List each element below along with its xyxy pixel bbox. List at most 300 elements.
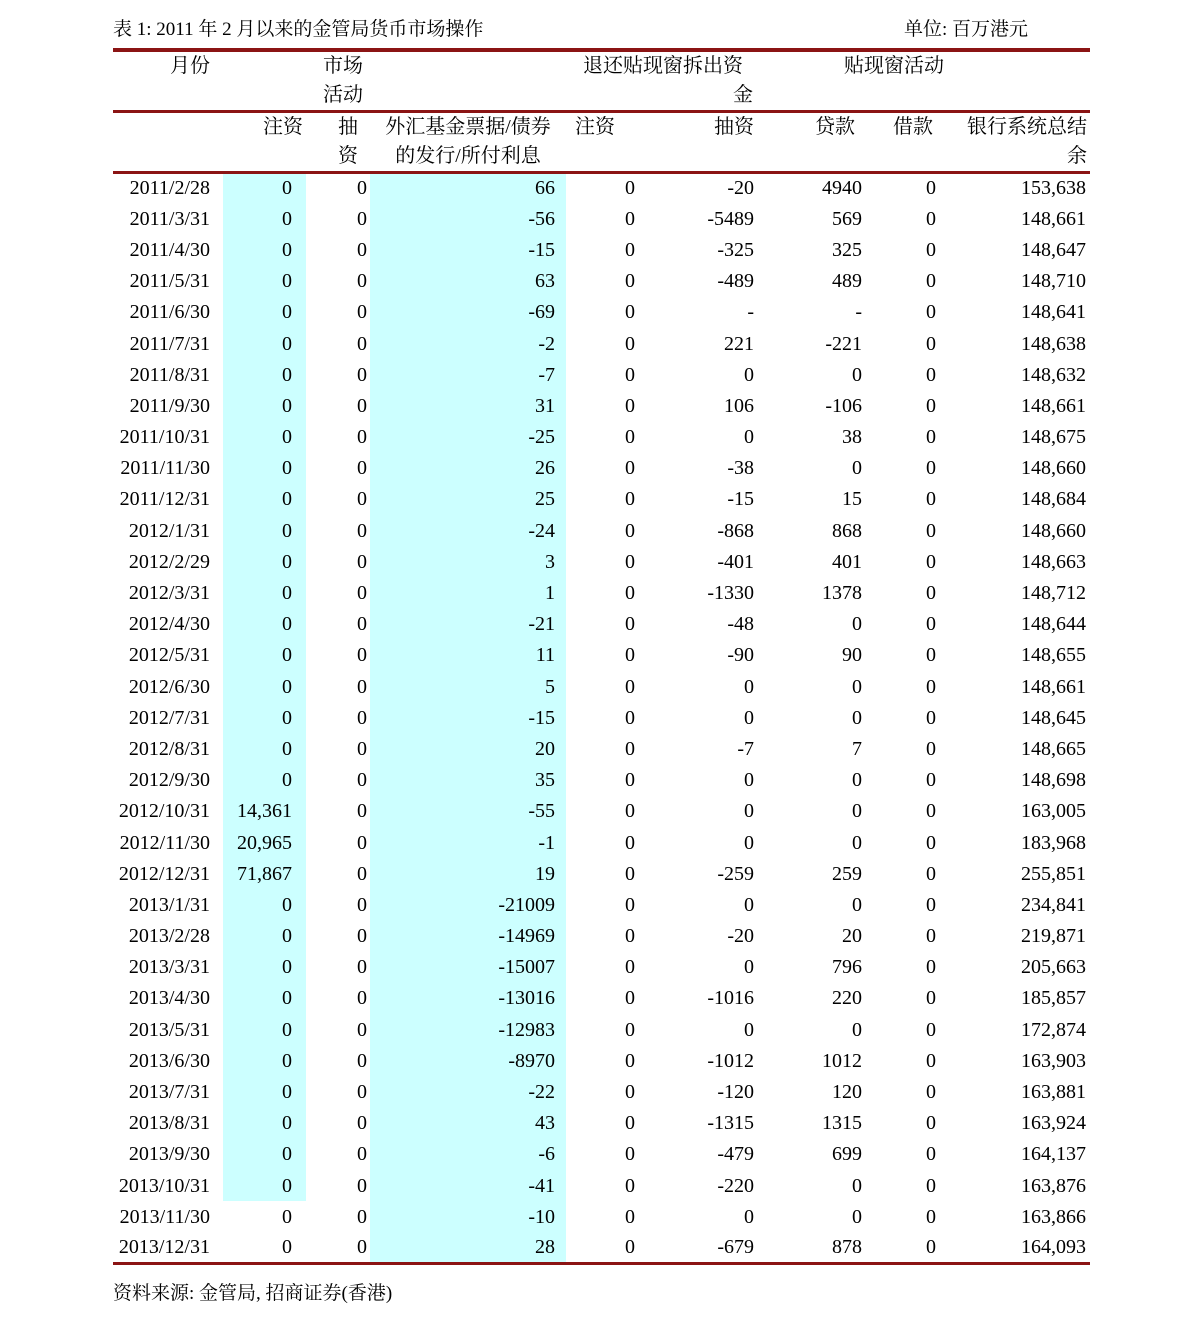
table-row (113, 172, 1090, 203)
date-cell: 2011/11/30 (120, 457, 210, 480)
empty-cell (945, 50, 1090, 81)
value-cell: 0 (852, 893, 862, 916)
group-header-row-1 (113, 50, 1090, 81)
table-row (113, 1076, 1090, 1107)
table-row (113, 765, 1090, 796)
value-cell: -489 (717, 270, 754, 293)
hkma-operations-table (113, 48, 1090, 1265)
value-cell: 0 (926, 1236, 936, 1259)
value-cell: 0 (223, 609, 306, 640)
value-cell: 0 (625, 1143, 635, 1166)
table-row (113, 1170, 1090, 1201)
value-cell: 0 (357, 644, 367, 667)
value-cell: 0 (357, 956, 367, 979)
value-cell: 0 (223, 328, 306, 359)
value-cell: -10 (370, 1201, 566, 1232)
value-cell: -48 (727, 613, 754, 636)
date-cell: 2011/10/31 (119, 426, 210, 449)
value-cell: 0 (223, 1139, 306, 1170)
date-cell: 2011/4/30 (129, 238, 210, 261)
value-cell: 148,638 (1021, 332, 1086, 355)
source-note: 资料来源: 金管局, 招商证券(香港) (113, 1283, 393, 1305)
value-cell: 0 (926, 862, 936, 885)
value-cell: 0 (357, 177, 367, 200)
value-cell: -55 (370, 796, 566, 827)
value-cell: 0 (625, 769, 635, 792)
date-cell: 2011/9/30 (129, 394, 210, 417)
value-cell: -22 (370, 1076, 566, 1107)
table-row (113, 203, 1090, 234)
value-cell: 0 (357, 207, 367, 230)
table-row (113, 1045, 1090, 1076)
value-cell: 0 (223, 952, 306, 983)
value-cell: 0 (357, 1049, 367, 1072)
table-row (113, 640, 1090, 671)
value-cell: 0 (926, 1018, 936, 1041)
value-cell: 0 (223, 640, 306, 671)
value-cell: 0 (852, 1174, 862, 1197)
value-cell: 0 (926, 737, 936, 760)
value-cell: 63 (370, 266, 566, 297)
value-cell: 0 (744, 1018, 754, 1041)
value-cell: 0 (625, 1018, 635, 1041)
value-cell: 25 (370, 484, 566, 515)
value-cell: 0 (926, 519, 936, 542)
inject-dw-header: 注资 (575, 116, 615, 138)
value-cell: 71,867 (223, 858, 306, 889)
value-cell: 0 (744, 831, 754, 854)
table-row (113, 422, 1090, 453)
value-cell: 38 (842, 426, 862, 449)
value-cell: 0 (926, 831, 936, 854)
value-cell: 0 (926, 800, 936, 823)
value-cell: 148,661 (1021, 675, 1086, 698)
value-cell: 205,663 (1021, 956, 1086, 979)
value-cell: 0 (926, 457, 936, 480)
value-cell: 0 (223, 1170, 306, 1201)
value-cell: -220 (717, 1174, 754, 1197)
date-cell: 2013/1/31 (128, 893, 210, 916)
discount-return-group-header-line1: 退还贴现窗拆出资 (583, 55, 743, 78)
date-cell: 2012/5/31 (128, 644, 210, 667)
table-row (113, 733, 1090, 764)
value-cell: 255,851 (1021, 862, 1086, 885)
date-cell: 2012/12/31 (118, 862, 210, 885)
value-cell: -8970 (370, 1045, 566, 1076)
date-cell: 2011/8/31 (129, 363, 210, 386)
value-cell: -679 (717, 1236, 754, 1259)
value-cell: 0 (357, 706, 367, 729)
table-row (113, 453, 1090, 484)
date-cell: 2013/2/28 (128, 925, 210, 948)
empty-cell (765, 81, 945, 112)
value-cell: -69 (370, 297, 566, 328)
table-row (113, 297, 1090, 328)
value-cell: 148,641 (1021, 301, 1086, 324)
value-cell: 0 (625, 582, 635, 605)
value-cell: -1315 (707, 1112, 754, 1135)
value-cell: 148,647 (1021, 238, 1086, 261)
value-cell: 4940 (822, 177, 862, 200)
value-cell: 163,924 (1021, 1112, 1086, 1135)
value-cell: 0 (357, 332, 367, 355)
value-cell: -14969 (370, 921, 566, 952)
value-cell: 0 (852, 800, 862, 823)
value-cell: 0 (282, 1236, 292, 1259)
value-cell: 0 (357, 519, 367, 542)
value-cell: 401 (832, 550, 862, 573)
value-cell: -7 (737, 737, 754, 760)
value-cell: 0 (357, 394, 367, 417)
value-cell: 0 (744, 1205, 754, 1228)
withdraw-dw-header: 抽资 (714, 116, 754, 138)
date-cell: 2013/9/30 (128, 1143, 210, 1166)
value-cell: 0 (852, 831, 862, 854)
value-cell: 0 (223, 484, 306, 515)
value-cell: 0 (223, 1014, 306, 1045)
value-cell: 0 (223, 921, 306, 952)
value-cell: 0 (357, 1112, 367, 1135)
value-cell: 163,876 (1021, 1174, 1086, 1197)
value-cell: 325 (832, 238, 862, 261)
empty-cell (370, 81, 566, 112)
value-cell: 11 (370, 640, 566, 671)
value-cell: 14,361 (223, 796, 306, 827)
value-cell: 0 (926, 550, 936, 573)
date-cell: 2012/2/29 (128, 550, 210, 573)
value-cell: 0 (357, 488, 367, 511)
value-cell: 185,857 (1021, 987, 1086, 1010)
value-cell: 0 (625, 270, 635, 293)
value-cell: 0 (926, 675, 936, 698)
value-cell: -15007 (370, 952, 566, 983)
value-cell: 0 (357, 426, 367, 449)
empty-cell (880, 142, 945, 173)
value-cell: 0 (744, 769, 754, 792)
value-cell: -56 (370, 203, 566, 234)
value-cell: 0 (357, 893, 367, 916)
value-cell: 220 (832, 987, 862, 1010)
value-cell: -1330 (707, 582, 754, 605)
value-cell: 0 (625, 488, 635, 511)
discount-return-group-header-line2: 金 (566, 81, 765, 112)
value-cell: 0 (223, 422, 306, 453)
value-cell: 0 (926, 1205, 936, 1228)
value-cell: 0 (357, 301, 367, 324)
table-row (113, 983, 1090, 1014)
value-cell: 0 (926, 177, 936, 200)
value-cell: 0 (852, 1018, 862, 1041)
value-cell: 0 (926, 893, 936, 916)
value-cell: -15 (727, 488, 754, 511)
date-cell: 2011/6/30 (129, 301, 210, 324)
value-cell: 0 (852, 769, 862, 792)
value-cell: 0 (625, 1236, 635, 1259)
date-cell: 2013/10/31 (118, 1174, 210, 1197)
value-cell: 0 (625, 706, 635, 729)
value-cell: 0 (223, 234, 306, 265)
value-cell: 0 (625, 800, 635, 823)
column-header-row-1 (113, 111, 1090, 142)
value-cell: -1016 (707, 987, 754, 1010)
value-cell: 868 (832, 519, 862, 542)
value-cell: 0 (926, 1143, 936, 1166)
value-cell: 0 (625, 925, 635, 948)
value-cell: 106 (724, 394, 754, 417)
value-cell: 148,661 (1021, 207, 1086, 230)
date-cell: 2013/6/30 (128, 1049, 210, 1072)
table-row (113, 609, 1090, 640)
value-cell: 90 (842, 644, 862, 667)
value-cell: 3 (370, 546, 566, 577)
value-cell: -221 (825, 332, 862, 355)
table-row (113, 328, 1090, 359)
table-row (113, 889, 1090, 920)
date-cell: 2013/12/31 (118, 1236, 210, 1259)
table-title: 表 1: 2011 年 2 月以来的金管局货币市场操作 (113, 19, 484, 40)
value-cell: 0 (926, 332, 936, 355)
value-cell: 148,684 (1021, 488, 1086, 511)
value-cell: 163,005 (1021, 800, 1086, 823)
value-cell: 120 (832, 1081, 862, 1104)
value-cell: -259 (717, 862, 754, 885)
value-cell: 0 (744, 893, 754, 916)
table-row (113, 577, 1090, 608)
value-cell: 148,710 (1021, 270, 1086, 293)
value-cell: 1378 (822, 582, 862, 605)
value-cell: 20,965 (223, 827, 306, 858)
value-cell: 0 (357, 800, 367, 823)
value-cell: -479 (717, 1143, 754, 1166)
value-cell: 0 (926, 301, 936, 324)
value-cell: 163,903 (1021, 1049, 1086, 1072)
value-cell: 0 (625, 1174, 635, 1197)
date-cell: 2012/4/30 (128, 613, 210, 636)
value-cell: 0 (926, 207, 936, 230)
value-cell: 0 (357, 1205, 367, 1228)
date-cell: 2012/3/31 (128, 582, 210, 605)
column-header-row-2 (113, 142, 1090, 173)
value-cell: 148,712 (1021, 582, 1086, 605)
value-cell: 0 (357, 737, 367, 760)
value-cell: 0 (357, 1143, 367, 1166)
value-cell: 183,968 (1021, 831, 1086, 854)
value-cell: -15 (370, 702, 566, 733)
value-cell: 148,675 (1021, 426, 1086, 449)
value-cell: 20 (842, 925, 862, 948)
value-cell: 0 (625, 1049, 635, 1072)
empty-cell (650, 142, 765, 173)
value-cell: 148,660 (1021, 519, 1086, 542)
value-cell: 0 (357, 862, 367, 885)
value-cell: 0 (223, 1076, 306, 1107)
value-cell: 489 (832, 270, 862, 293)
value-cell: - (855, 301, 862, 324)
value-cell: -20 (727, 177, 754, 200)
date-cell: 2013/4/30 (128, 987, 210, 1010)
date-cell: 2013/5/31 (128, 1018, 210, 1041)
value-cell: 0 (625, 177, 635, 200)
value-cell: -106 (825, 394, 862, 417)
table-row (113, 266, 1090, 297)
value-cell: 0 (357, 1018, 367, 1041)
value-cell: 0 (625, 207, 635, 230)
value-cell: 164,093 (1021, 1236, 1086, 1259)
table-row (113, 390, 1090, 421)
table-header (113, 50, 1090, 172)
value-cell: 0 (852, 457, 862, 480)
value-cell: -20 (727, 925, 754, 948)
value-cell: 0 (926, 1112, 936, 1135)
value-cell: 0 (625, 1205, 635, 1228)
date-cell: 2011/2/28 (129, 177, 210, 200)
value-cell: 0 (625, 363, 635, 386)
value-cell: 0 (223, 453, 306, 484)
value-cell: 0 (926, 1081, 936, 1104)
date-cell: 2011/12/31 (119, 488, 210, 511)
value-cell: 0 (625, 426, 635, 449)
value-cell: 0 (357, 831, 367, 854)
table-row (113, 515, 1090, 546)
value-cell: 0 (926, 706, 936, 729)
value-cell: 148,632 (1021, 363, 1086, 386)
value-cell: 0 (223, 359, 306, 390)
value-cell: 19 (370, 858, 566, 889)
value-cell: 0 (926, 987, 936, 1010)
value-cell: -90 (727, 644, 754, 667)
value-cell: 0 (223, 266, 306, 297)
value-cell: 0 (223, 1108, 306, 1139)
value-cell: 0 (926, 363, 936, 386)
value-cell: 148,644 (1021, 613, 1086, 636)
balance-header-line1: 银行系统总结 (967, 116, 1087, 138)
value-cell: 163,866 (1021, 1205, 1086, 1228)
empty-cell (566, 142, 650, 173)
table-row (113, 359, 1090, 390)
value-cell: 148,698 (1021, 769, 1086, 792)
value-cell: 0 (926, 769, 936, 792)
month-group-header: 月份 (170, 55, 210, 78)
value-cell: 0 (357, 363, 367, 386)
value-cell: 0 (625, 737, 635, 760)
table-row (113, 858, 1090, 889)
value-cell: 0 (744, 706, 754, 729)
value-cell: 0 (926, 238, 936, 261)
value-cell: 0 (625, 862, 635, 885)
value-cell: -1 (370, 827, 566, 858)
value-cell: -868 (717, 519, 754, 542)
value-cell: 0 (357, 550, 367, 573)
value-cell: 1 (370, 577, 566, 608)
value-cell: 0 (223, 297, 306, 328)
empty-cell (113, 142, 223, 173)
value-cell: 0 (223, 1045, 306, 1076)
value-cell: 0 (223, 546, 306, 577)
table-row (113, 234, 1090, 265)
value-cell: 0 (625, 956, 635, 979)
table-body (113, 172, 1090, 1264)
value-cell: 569 (832, 207, 862, 230)
value-cell: 0 (625, 550, 635, 573)
value-cell: 878 (832, 1236, 862, 1259)
table-row (113, 827, 1090, 858)
empty-cell (765, 142, 880, 173)
value-cell: 43 (370, 1108, 566, 1139)
value-cell: 153,638 (1021, 177, 1086, 200)
value-cell: 0 (625, 644, 635, 667)
value-cell: 0 (926, 270, 936, 293)
value-cell: 0 (223, 203, 306, 234)
date-cell: 2012/9/30 (128, 769, 210, 792)
value-cell: 0 (357, 238, 367, 261)
value-cell: 28 (370, 1232, 566, 1263)
value-cell: 0 (357, 457, 367, 480)
value-cell: 0 (852, 706, 862, 729)
value-cell: 5 (370, 671, 566, 702)
value-cell: 0 (926, 613, 936, 636)
value-cell: 0 (223, 889, 306, 920)
value-cell: 219,871 (1021, 925, 1086, 948)
value-cell: 35 (370, 765, 566, 796)
value-cell: 0 (926, 644, 936, 667)
value-cell: 0 (926, 1049, 936, 1072)
market-activity-group-header-line2: 活动 (223, 81, 370, 112)
value-cell: -41 (370, 1170, 566, 1201)
borrow-header: 借款 (893, 116, 933, 138)
value-cell: -21009 (370, 889, 566, 920)
value-cell: 0 (282, 1205, 292, 1228)
ef-paper-header-line1: 外汇基金票据/债券 (385, 116, 551, 138)
value-cell: 0 (223, 671, 306, 702)
value-cell: 0 (625, 613, 635, 636)
table-row (113, 546, 1090, 577)
value-cell: 0 (625, 394, 635, 417)
date-cell: 2013/7/31 (128, 1081, 210, 1104)
date-cell: 2011/7/31 (129, 332, 210, 355)
value-cell: -6 (370, 1139, 566, 1170)
empty-cell (223, 142, 306, 173)
value-cell: 148,661 (1021, 394, 1086, 417)
value-cell: 0 (625, 1081, 635, 1104)
loan-header: 贷款 (815, 116, 855, 138)
value-cell: -120 (717, 1081, 754, 1104)
unit-label: 单位: 百万港元 (903, 19, 1028, 40)
value-cell: - (747, 301, 754, 324)
value-cell: 0 (852, 675, 862, 698)
value-cell: 0 (926, 925, 936, 948)
value-cell: 0 (926, 394, 936, 417)
value-cell: -401 (717, 550, 754, 573)
value-cell: 0 (926, 582, 936, 605)
value-cell: 0 (357, 769, 367, 792)
table-row (113, 484, 1090, 515)
value-cell: 0 (744, 956, 754, 979)
value-cell: 0 (223, 702, 306, 733)
date-cell: 2013/3/31 (128, 956, 210, 979)
value-cell: 26 (370, 453, 566, 484)
value-cell: -25 (370, 422, 566, 453)
table-row (113, 796, 1090, 827)
empty-cell (370, 50, 566, 81)
value-cell: -15 (370, 234, 566, 265)
value-cell: 0 (223, 172, 306, 203)
date-cell: 2012/10/31 (118, 800, 210, 823)
empty-cell (113, 81, 223, 112)
table-row (113, 702, 1090, 733)
empty-cell (945, 81, 1090, 112)
value-cell: -38 (727, 457, 754, 480)
value-cell: 0 (625, 675, 635, 698)
